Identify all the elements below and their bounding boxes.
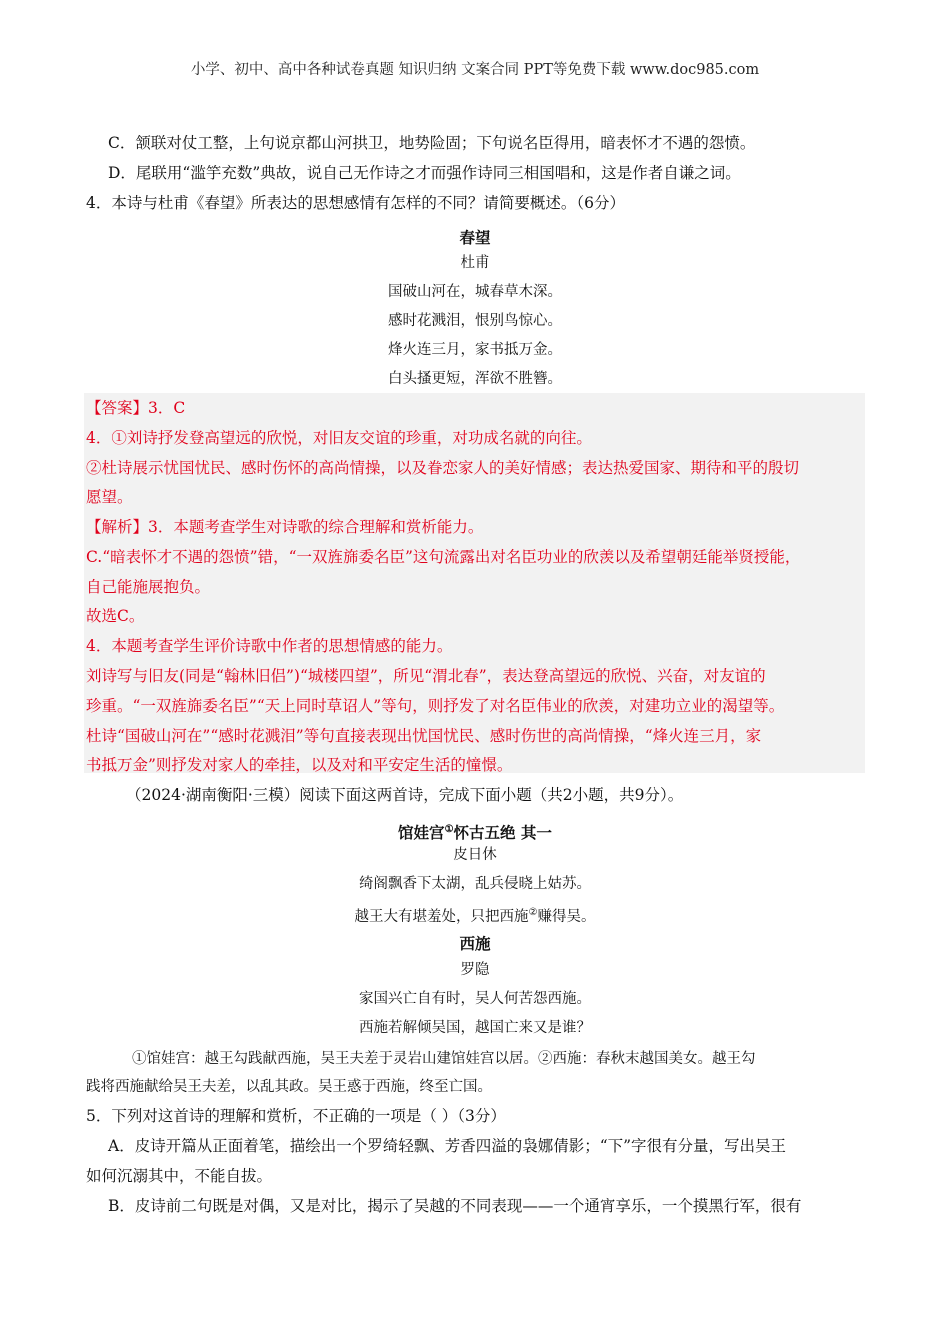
analysis-line: 珍重。“一双旌旆委名臣”“天上同时草诏人”等句，则抒发了对名臣伟业的欣羡，对建功立业的渴望等。 (86, 697, 785, 715)
answer-line: 4．①刘诗抒发登高望远的欣悦，对旧友交谊的珍重，对功成名就的向往。 (86, 429, 592, 447)
poem-title-guanwagong: 馆娃宫①怀古五绝 其一 (398, 823, 552, 843)
question-5: 5．下列对这首诗的理解和赏析，不正确的一项是（ ）（3分） (86, 1107, 506, 1125)
option-a-cont: 如何沉溺其中，不能自拔。 (86, 1167, 273, 1185)
analysis-line: 杜诗“国破山河在”“感时花溅泪”等句直接表现出忧国忧民、感时伤世的高尚情操，“烽火连三月，家 (86, 727, 762, 745)
option-c: C．颔联对仗工整，上句说京都山河拱卫，地势险固；下句说名臣得用，暗表怀才不遇的怨愤。 (108, 134, 756, 152)
answer-line: 愿望。 (86, 488, 133, 506)
analysis-line: 书抵万金”则抒发对家人的牵挂，以及对和平安定生活的憧憬。 (86, 756, 513, 774)
analysis-line: 自己能施展抱负。 (86, 578, 211, 596)
question-4: 4．本诗与杜甫《春望》所表达的思想感情有怎样的不同？请简要概述。（6分） (86, 194, 625, 212)
answer-line: 【答案】3．C (86, 399, 186, 417)
analysis-line: 【解析】3．本题考查学生对诗歌的综合理解和赏析能力。 (86, 518, 484, 536)
page-header: 小学、初中、高中各种试卷真题 知识归纳 文案合同 PPT等免费下载 www.doc985.com (190, 62, 760, 78)
poem-line: 烽火连三月，家书抵万金。 (388, 342, 562, 358)
poem-line: 国破山河在，城春草木深。 (388, 284, 562, 300)
footnote-line: ①馆娃宫：越王勾践献西施，吴王夫差于灵岩山建馆娃宫以居。②西施：春秋末越国美女。越王勾 (132, 1051, 756, 1067)
poem-author-dufu: 杜甫 (460, 255, 490, 271)
option-b: B．皮诗前二句既是对偶，又是对比，揭示了吴越的不同表现——一个通宵享乐，一个摸黑行军，很有 (108, 1197, 802, 1215)
poem-title-chunwang: 春望 (459, 228, 491, 247)
analysis-line: 刘诗写与旧友(同是“翰林旧侣”)“城楼四望”，所见“渭北春”，表达登高望远的欣悦、兴奋，对友谊的 (86, 667, 766, 685)
option-a: A．皮诗开篇从正面着笔，描绘出一个罗绮轻飘、芳香四溢的袅娜倩影；“下”字很有分量，写出吴王 (108, 1137, 787, 1155)
footnote-mark: ① (444, 824, 454, 835)
footnote-mark: ② (528, 907, 538, 918)
poem-author-luoyin: 罗隐 (460, 962, 490, 978)
option-d: D．尾联用“滥竽充数”典故，说自己无作诗之才而强作诗同三相国唱和，这是作者自谦之词。 (108, 164, 741, 182)
poem-line: 绮阁飘香下太湖，乱兵侵晓上姑苏。 (359, 876, 591, 892)
poem-line: 家国兴亡自有时，吴人何苦怨西施。 (359, 991, 591, 1007)
poem-line: 越王大有堪羞处，只把西施②赚得吴。 (354, 907, 596, 925)
poem-author-pirixiu: 皮日休 (453, 847, 497, 863)
answer-line: ②杜诗展示忧国忧民、感时伤怀的高尚情操，以及眷恋家人的美好情感；表达热爱国家、期待和平的殷切 (86, 459, 800, 477)
analysis-line: 故选C。 (86, 607, 145, 625)
section-intro: （2024·湖南衡阳·三模）阅读下面这两首诗，完成下面小题（共2小题，共9分）。 (126, 786, 684, 804)
poem-line: 感时花溅泪，恨别鸟惊心。 (388, 313, 562, 329)
analysis-line: 4．本题考查学生评价诗歌中作者的思想情感的能力。 (86, 637, 453, 655)
poem-line: 白头搔更短，浑欲不胜簪。 (388, 371, 562, 387)
poem-title-xishi: 西施 (459, 934, 491, 953)
footnote-line: 践将西施献给吴王夫差，以乱其政。吴王惑于西施，终至亡国。 (86, 1079, 492, 1095)
analysis-line: C.“暗表怀才不遇的怨愤”错，“一双旌旆委名臣”这句流露出对名臣功业的欣羡以及希望朝廷能举贤授能， (86, 548, 801, 566)
poem-line: 西施若解倾吴国，越国亡来又是谁？ (359, 1020, 591, 1036)
